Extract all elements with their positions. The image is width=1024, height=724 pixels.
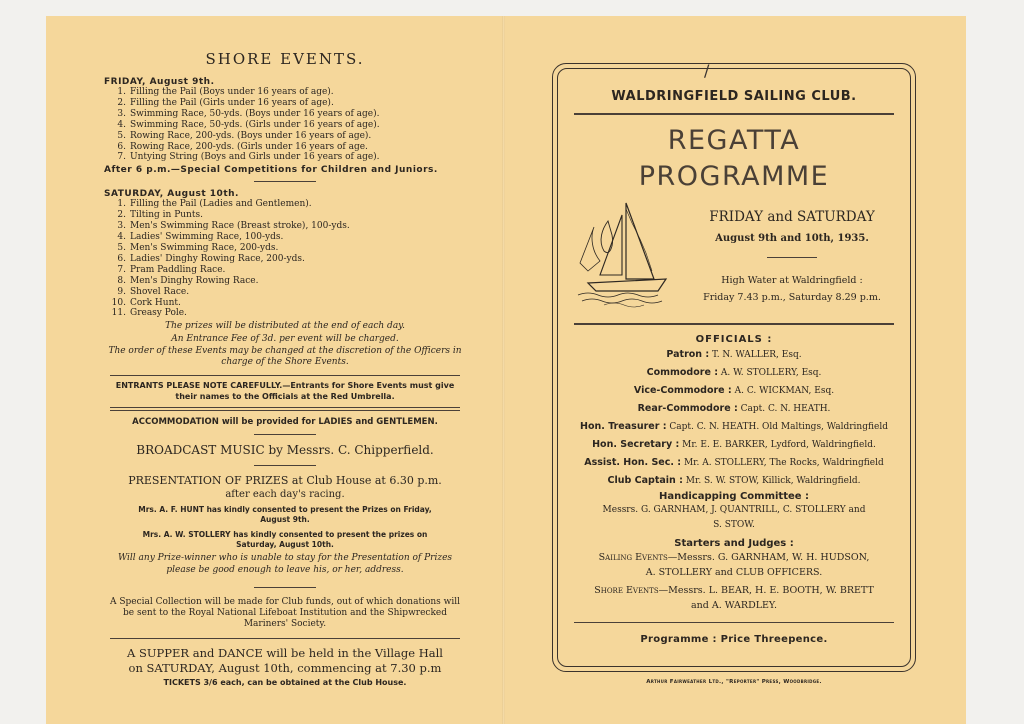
event-name: Rowing Race, 200-yds. (Girls under 16 years of age. — [130, 141, 368, 152]
officials-heading: OFFICIALS : — [695, 334, 773, 345]
saturday-event-item — [104, 298, 466, 309]
friday-event-item — [104, 142, 466, 153]
event-name: Rowing Race, 200-yds. (Boys under 16 years of age). — [130, 130, 372, 141]
friday-heading: FRIDAY, August 9th. — [104, 77, 215, 87]
official-row — [566, 418, 902, 436]
divider — [110, 410, 460, 411]
entrants-text: —Entrants for Shore Events must give their names to the Officials at the Red Umbrella. — [175, 381, 455, 402]
event-number: 7. — [117, 264, 126, 275]
prizes-note: The prizes will be distributed at the end of each day. — [165, 321, 405, 332]
shore-events-names: —Messrs. L. BEAR, H. E. BOOTH, W. BRETT — [658, 585, 874, 596]
regatta-days: FRIDAY and SATURDAY — [709, 209, 875, 225]
event-number: 2. — [117, 210, 126, 221]
event-name: Cork Hunt. — [130, 297, 181, 308]
friday-event-item — [104, 131, 466, 142]
shore-events-heading: SHORE EVENTS. — [205, 50, 365, 68]
event-number: 5. — [117, 242, 126, 253]
starters-heading: Starters and Judges : — [674, 538, 794, 549]
friday-event-item — [104, 98, 466, 109]
title-programme: PROGRAMME — [638, 161, 830, 192]
divider — [254, 465, 316, 466]
printer-imprint: Arthur Fairweather Ltd., "Reporter" Press, Woodbridge. — [646, 679, 822, 685]
broadcast-music: BROADCAST MUSIC by Messrs. C. Chipperfield. — [136, 443, 434, 458]
divider — [254, 181, 316, 182]
official-role: Club Captain : — [607, 475, 683, 486]
event-number: 1. — [117, 87, 126, 97]
saturday-event-item — [104, 232, 466, 243]
official-role: Hon. Secretary : — [592, 439, 680, 450]
event-number: 9. — [117, 286, 126, 297]
stollery-note: Mrs. A. W. STOLLERY has kindly consented to present the prizes on Saturday, August 10th. — [142, 530, 428, 549]
event-name: Untying String (Boys and Girls under 16 years of age). — [130, 152, 380, 163]
handicapping-members: Messrs. G. GARNHAM, J. QUANTRILL, C. STOLLERY and — [602, 505, 866, 515]
event-name: Pram Paddling Race. — [130, 264, 226, 275]
official-role: Patron : — [666, 349, 710, 360]
sailing-events-label: Sailing Events — [598, 552, 668, 563]
official-role: Hon. Treasurer : — [580, 421, 667, 432]
official-row — [566, 454, 902, 472]
high-water-times: Friday 7.43 p.m., Saturday 8.29 p.m. — [703, 292, 881, 303]
divider — [574, 622, 894, 623]
event-name: Swimming Race, 50-yds. (Girls under 16 years of age). — [130, 119, 380, 130]
page-fold — [502, 16, 505, 724]
high-water-heading: High Water at Waldringfield : — [721, 275, 863, 286]
event-number: 1. — [117, 199, 126, 210]
event-name: Greasy Pole. — [130, 308, 187, 319]
event-number: 10. — [111, 297, 126, 308]
divider — [254, 587, 316, 588]
tickets-note: TICKETS 3/6 each, can be obtained at the Club House. — [163, 678, 407, 688]
shore-events-names-cont: and A. WARDLEY. — [690, 600, 777, 611]
event-number: 4. — [117, 119, 126, 130]
event-number: 8. — [117, 275, 126, 286]
saturday-event-item — [104, 287, 466, 298]
official-role: Vice-Commodore : — [633, 385, 732, 396]
event-name: Filling the Pail (Girls under 16 years of age). — [130, 97, 334, 108]
shore-events-label: Shore Events — [594, 585, 659, 596]
event-number: 6. — [117, 253, 126, 264]
hunt-note: Mrs. A. F. HUNT has kindly consented to present the Prizes on Friday, August 9th. — [138, 505, 432, 524]
shore-events-panel — [104, 50, 466, 687]
divider — [110, 638, 460, 639]
friday-event-list — [104, 87, 466, 163]
event-number: 4. — [117, 232, 126, 243]
official-name: Capt. C. N. HEATH. Old Maltings, Waldringfield — [669, 422, 888, 432]
official-role: Assist. Hon. Sec. : — [584, 457, 682, 468]
divider — [574, 323, 894, 325]
event-number: 7. — [117, 152, 126, 163]
official-name: T. N. WALLER, Esq. — [712, 350, 802, 360]
divider — [767, 257, 817, 258]
handicapping-members-cont: S. STOW. — [713, 520, 755, 530]
official-name: Mr. A. STOLLERY, The Rocks, Waldringfield — [683, 458, 884, 468]
saturday-event-item — [104, 243, 466, 254]
supper-line: A SUPPER and DANCE will be held in the Village Hall — [127, 646, 443, 661]
friday-event-item — [104, 109, 466, 120]
shore-events-officials — [566, 583, 902, 599]
official-role: Rear-Commodore : — [637, 403, 738, 414]
saturday-event-list — [104, 199, 466, 319]
event-number: 3. — [117, 221, 126, 232]
event-name: Men's Swimming Race, 200-yds. — [130, 242, 279, 253]
regatta-dates: August 9th and 10th, 1935. — [715, 233, 869, 244]
club-name: WALDRINGFIELD SAILING CLUB. — [611, 89, 857, 104]
official-name: Mr. S. W. STOW, Killick, Waldringfield. — [685, 476, 861, 486]
handwritten-mark: / — [704, 61, 710, 80]
saturday-event-item — [104, 210, 466, 221]
order-note: The order of these Events may be changed at the discretion of the Officers in charge of the Shore Events. — [108, 346, 462, 368]
friday-event-item — [104, 152, 466, 163]
prizewinner-note: Will any Prize-winner who is unable to stay for the Presentation of Prizes please be good enough to leave his, or her, address. — [117, 553, 453, 575]
saturday-event-item — [104, 265, 466, 276]
saturday-event-item — [104, 308, 466, 319]
official-row — [566, 382, 902, 400]
event-name: Shovel Race. — [130, 286, 190, 297]
event-name: Swimming Race, 50-yds. (Boys under 16 years of age). — [130, 108, 380, 119]
event-number: 6. — [117, 141, 126, 152]
entrants-label: ENTRANTS PLEASE NOTE CAREFULLY. — [115, 381, 283, 391]
official-row — [566, 436, 902, 454]
official-name: A. C. WICKMAN, Esq. — [734, 386, 835, 396]
friday-event-item — [104, 120, 466, 131]
event-number: 5. — [117, 130, 126, 141]
official-row — [566, 364, 902, 382]
official-role: Commodore : — [646, 367, 718, 378]
title-regatta: REGATTA — [667, 125, 801, 156]
officials-list — [566, 346, 902, 490]
event-name: Ladies' Dinghy Rowing Race, 200-yds. — [130, 253, 305, 264]
official-name: Capt. C. N. HEATH. — [740, 404, 831, 414]
event-name: Tilting in Punts. — [130, 210, 203, 221]
programme-price: Programme : Price Threepence. — [640, 634, 828, 645]
sailing-events-names: —Messrs. G. GARNHAM, W. H. HUDSON, — [667, 552, 870, 563]
fee-note: An Entrance Fee of 3d. per event will be charged. — [171, 334, 399, 345]
masthead-illustration-area — [566, 199, 902, 314]
divider — [254, 434, 316, 435]
regatta-programme-cover — [566, 72, 902, 645]
handicapping-heading: Handicapping Committee : — [658, 491, 810, 502]
event-name: Filling the Pail (Boys under 16 years of age). — [130, 87, 334, 97]
divider — [574, 113, 894, 115]
official-row — [566, 400, 902, 418]
accommodation-note — [104, 417, 466, 427]
official-row — [566, 472, 902, 490]
special-collection-note: A Special Collection will be made for Club funds, out of which donations will be sent to the Royal National Lifeboat Institution and the Shipwrecked Mariners' Society. — [109, 597, 460, 630]
presentation-line: PRESENTATION OF PRIZES at Club House at 6.30 p.m. — [128, 474, 442, 488]
accommodation-ladies: LADIES and GENTLEMEN. — [318, 417, 438, 428]
official-name: A. W. STOLLERY, Esq. — [720, 368, 822, 378]
event-name: Ladies' Swimming Race, 100-yds. — [130, 232, 284, 243]
supper-date-line: on SATURDAY, August 10th, commencing at 7.30 p.m — [128, 661, 442, 676]
after-six-note: After 6 p.m.—Special Competitions for Children and Juniors. — [104, 165, 438, 176]
event-name: Men's Swimming Race (Breast stroke), 100-yds. — [130, 221, 350, 232]
presentation-time: after each day's racing. — [225, 489, 345, 501]
saturday-event-item — [104, 221, 466, 232]
official-name: Mr. E. E. BARKER, Lydford, Waldringfield. — [682, 440, 876, 450]
saturday-event-item — [104, 276, 466, 287]
official-row — [566, 346, 902, 364]
event-number: 3. — [117, 108, 126, 119]
entrants-note — [104, 380, 466, 402]
saturday-event-item — [104, 199, 466, 210]
divider — [110, 407, 460, 408]
accommodation-text: ACCOMMODATION will be provided for — [132, 417, 316, 428]
friday-event-item — [104, 87, 466, 98]
event-name: Men's Dinghy Rowing Race. — [130, 275, 259, 286]
sailing-events-names-cont: A. STOLLERY and CLUB OFFICERS. — [645, 567, 823, 578]
sailing-boat-icon — [574, 201, 674, 309]
divider — [110, 375, 460, 376]
event-name: Filling the Pail (Ladies and Gentlemen). — [130, 199, 312, 210]
saturday-heading: SATURDAY, August 10th. — [104, 189, 239, 200]
event-number: 2. — [117, 97, 126, 108]
saturday-event-item — [104, 254, 466, 265]
sailing-events-officials — [566, 550, 902, 566]
event-number: 11. — [111, 308, 126, 319]
